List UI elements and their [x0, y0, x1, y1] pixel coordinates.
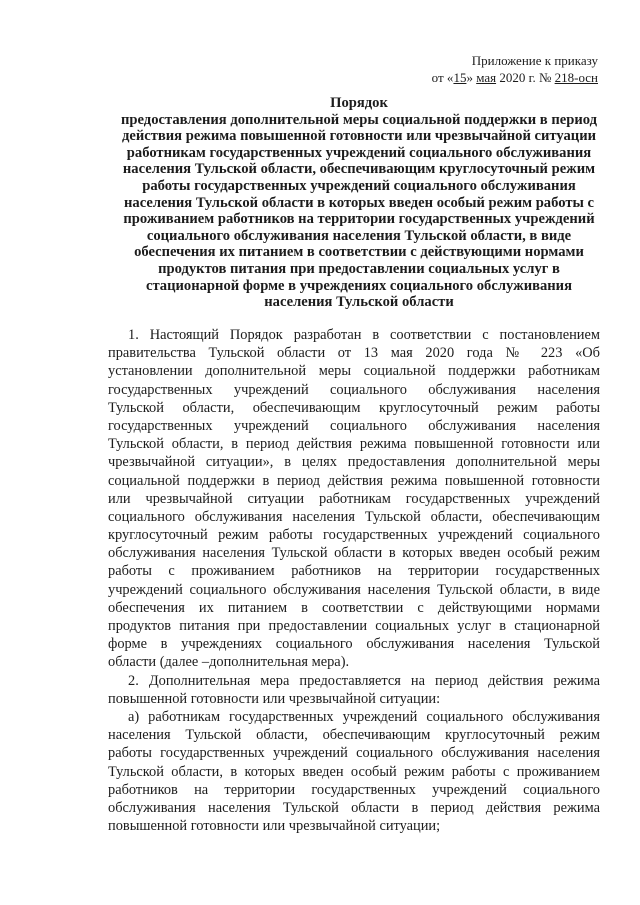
paragraph-line: установлении дополнительной меры социальной поддержки работникам — [108, 363, 600, 380]
paragraph-line: обслуживания населения Тульской области в период действия режима — [108, 799, 600, 816]
appendix-line: Приложение к приказу — [471, 53, 598, 68]
paragraph-line: работы с проживанием работников на территории государственных — [108, 563, 600, 580]
title-line: действия режима повышенной готовности или чрезвычайной ситуации — [121, 128, 597, 145]
paragraph-line: Тульской области, в период действия режима повышенной готовности или — [108, 436, 600, 453]
paragraph-line: обслуживания населения Тульской области в которых введен особый режим — [108, 545, 600, 562]
order-day: 15 — [453, 70, 467, 85]
order-prefix: от « — [431, 70, 454, 85]
paragraph-line: Тульской области, в которых введен особый режим работы с проживанием — [108, 763, 600, 780]
title-line: обеспечения их питанием в соответствии с действующими нормами — [134, 244, 584, 261]
paragraph-2a — [108, 708, 600, 835]
paragraph-line: или чрезвычайной ситуации работникам государственных учреждений — [108, 490, 600, 507]
title-line: предоставления дополнительной меры социальной поддержки в период — [121, 111, 597, 128]
title-line: работникам государственных учреждений социального обслуживания — [126, 144, 592, 161]
paragraph-line: обеспечения их питанием в соответствии с действующими нормами — [108, 599, 600, 616]
order-reference — [432, 69, 598, 86]
paragraph-line: работы государственных учреждений социального обслуживания населения — [108, 745, 600, 762]
order-number: 218-осн — [554, 70, 598, 85]
title-line: населения Тульской области, обеспечивающим круглосуточный режим — [122, 161, 596, 178]
title-line: населения Тульской области — [264, 294, 454, 311]
title-line: продуктов питания при предоставлении социальных услуг в — [158, 260, 560, 277]
paragraph-1 — [108, 326, 600, 672]
paragraph-line: повышенной готовности или чрезвычайной ситуации; — [108, 818, 441, 835]
title-line: социального обслуживания населения Тульской области, в виде — [146, 227, 572, 244]
order-month: мая — [476, 70, 497, 85]
paragraph-line: а) работникам государственных учреждений социального обслуживания — [128, 708, 600, 725]
title-line: стационарной форме в учреждениях социального обслуживания — [145, 277, 572, 294]
title-line: проживанием работников на территории государственных учреждений — [123, 211, 595, 228]
paragraph-line: населения Тульской области, обеспечивающим круглосуточный режим — [108, 727, 600, 744]
paragraph-line: работников на территории государственных учреждений социального — [108, 781, 600, 798]
paragraph-line: учреждений социального обслуживания населения Тульской области, в виде — [108, 581, 600, 598]
paragraph-line: Тульской области, обеспечивающим круглосуточный режим работы — [108, 399, 600, 416]
document-title: Порядок — [330, 95, 388, 111]
paragraph-line: области (далее –дополнительная мера). — [108, 654, 350, 671]
order-year: 2020 г. № — [496, 70, 555, 85]
paragraph-line: 1. Настоящий Порядок разработан в соответствии с постановлением — [128, 327, 600, 343]
paragraph-line: повышенной готовности или чрезвычайной ситуации: — [108, 690, 441, 707]
paragraph-line: форме в учреждениях социального обслуживания населения Тульской — [108, 636, 600, 653]
paragraph-line: продуктов питания при предоставлении социальных услуг в стационарной — [108, 618, 600, 634]
appendix-header — [432, 52, 598, 86]
title-line: населения Тульской области в которых введен особый режим работы с — [123, 194, 595, 211]
paragraph-line: социального обслуживания населения Тульской области, обеспечивающим — [108, 508, 600, 525]
paragraph-line: круглосуточный режим работы государственных учреждений социального — [108, 527, 600, 544]
document-title-block — [108, 95, 610, 311]
paragraph-line: чрезвычайной ситуации», в целях предоставления дополнительной меры — [108, 454, 600, 471]
paragraph-line: государственных учреждений социального обслуживания населения — [108, 417, 600, 434]
document-body — [108, 326, 600, 835]
paragraph-line: социальной поддержки в период действия режима повышенной готовности — [108, 472, 600, 489]
paragraph-line: государственных учреждений социального обслуживания населения — [108, 381, 600, 398]
paragraph-2 — [108, 672, 600, 708]
order-mid: » — [466, 70, 477, 85]
paragraph-line: 2. Дополнительная мера предоставляется на период действия режима — [128, 672, 600, 689]
title-line: работы государственных учреждений социального обслуживания — [142, 177, 576, 194]
paragraph-line: правительства Тульской области от 13 мая 2020 года № 223 «Об — [108, 345, 600, 362]
